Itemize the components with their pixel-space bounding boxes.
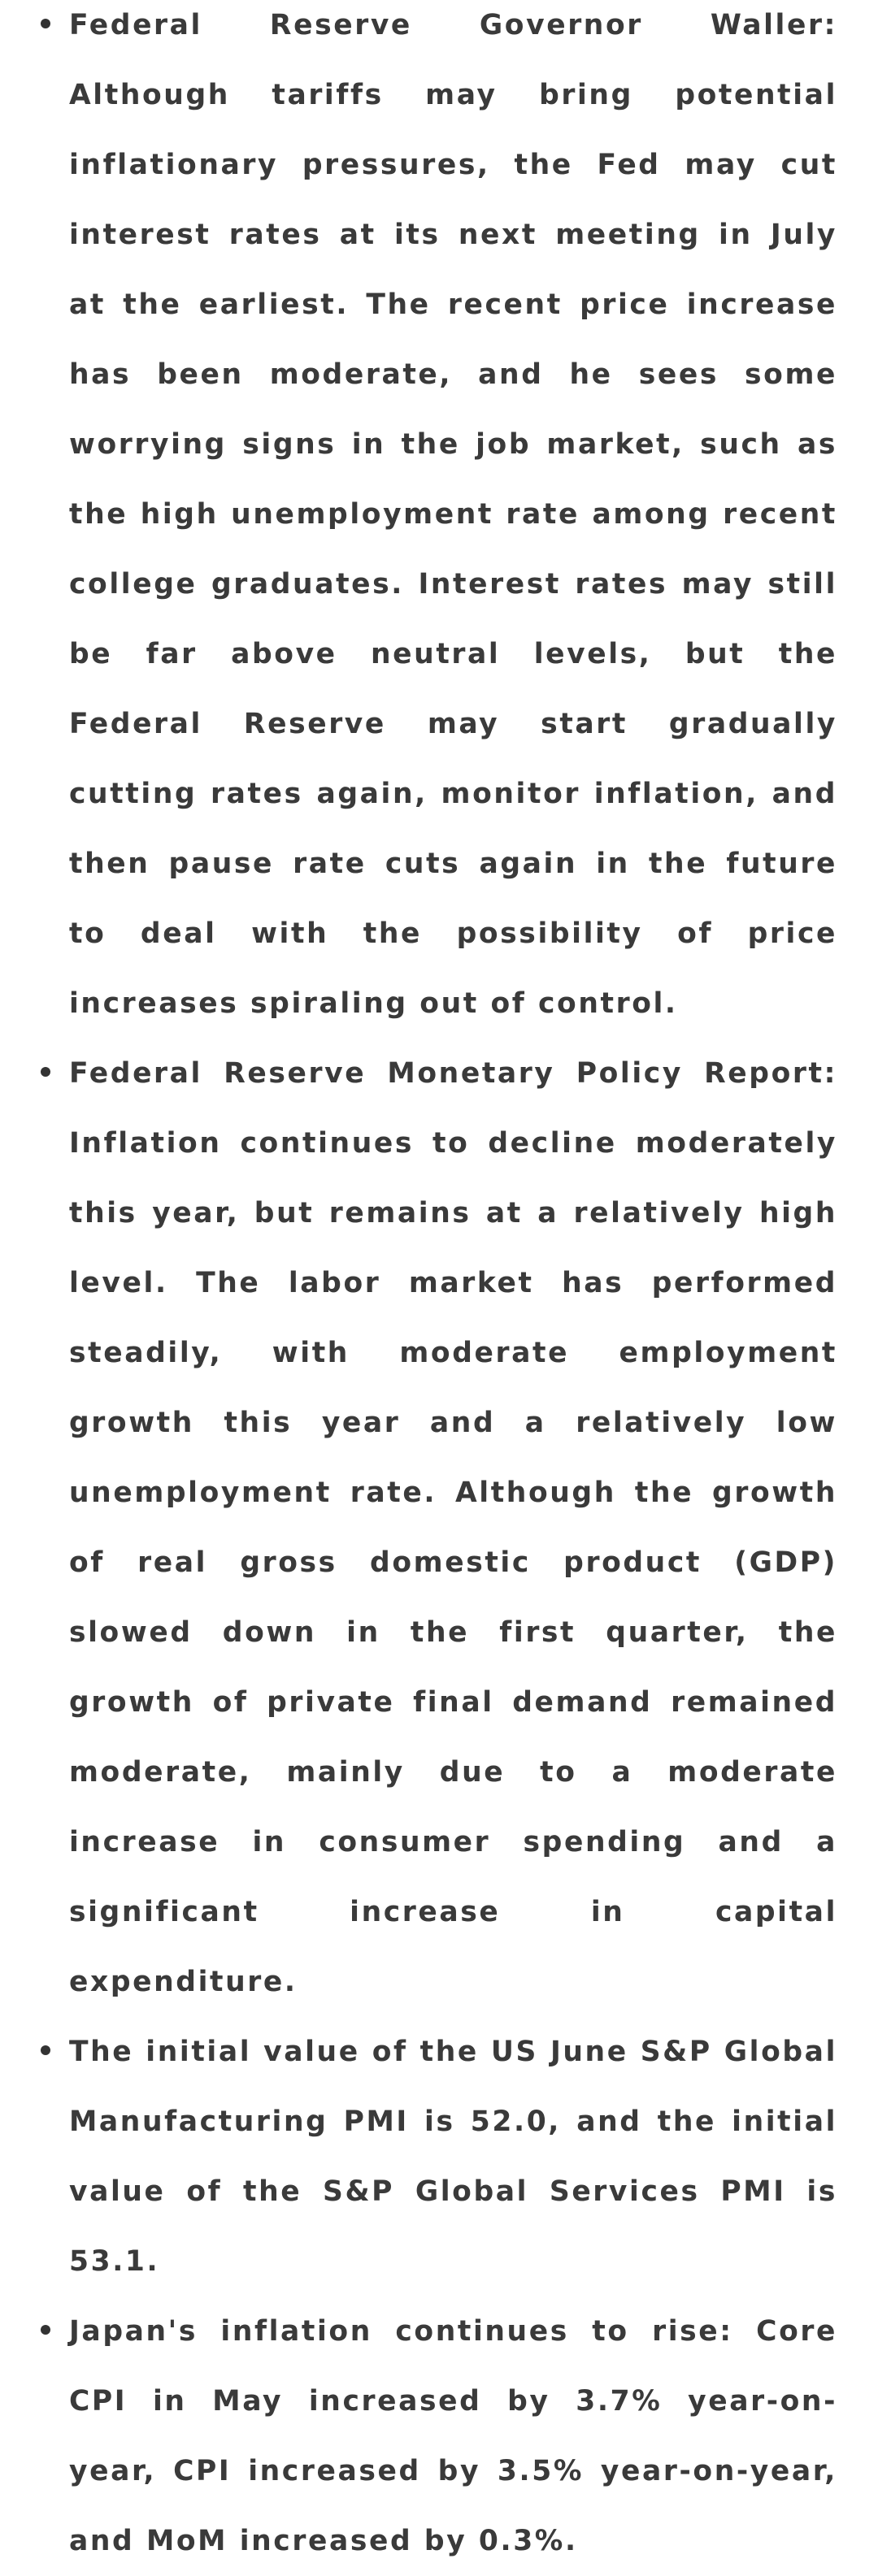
list-item	[0, 2296, 878, 2576]
list-item-text: Federal Reserve Governor Waller: Although tariffs may bring potential inflationary pressures, the Fed may cut interest rates at its next meeting in July at the earliest. The recent price increase has been moderate, and he sees some worrying signs in the job market, such as the high unemployment rate among recent college graduates. Interest rates may still be far above neutral levels, but the Federal Reserve may start gradually cutting rates again, monitor inflation, and then pause rate cuts again in the future to deal with the possibility of price increases spiraling out of control.	[69, 9, 837, 1020]
bullet-icon	[41, 2045, 50, 2055]
bullet-icon	[41, 19, 50, 28]
list-item-text: Federal Reserve Monetary Policy Report: Inflation continues to decline moderately this year, but remains at a relatively high level. The labor market has performed steadily, with moderate employment growth this year and a relatively low unemployment rate. Although the growth of real gross domestic product (GDP) slowed down in the first quarter, the growth of private final demand remained moderate, mainly due to a moderate increase in consumer spending and a significant increase in capital expenditure.	[69, 1057, 837, 1998]
bullet-icon	[41, 2325, 50, 2335]
list-item-text: The initial value of the US June S&P Global Manufacturing PMI is 52.0, and the initial value of the S&P Global Services PMI is 53.1.	[69, 2036, 837, 2278]
list-item	[0, 1039, 878, 2017]
list-item	[0, 2017, 878, 2296]
list-item-text: Japan's inflation continues to rise: Core CPI in May increased by 3.7% year-on-year, CPI increased by 3.5% year-on-year, and MoM increased by 0.3%.	[69, 2315, 837, 2557]
list-item	[0, 0, 878, 1039]
bullet-icon	[41, 1067, 50, 1077]
